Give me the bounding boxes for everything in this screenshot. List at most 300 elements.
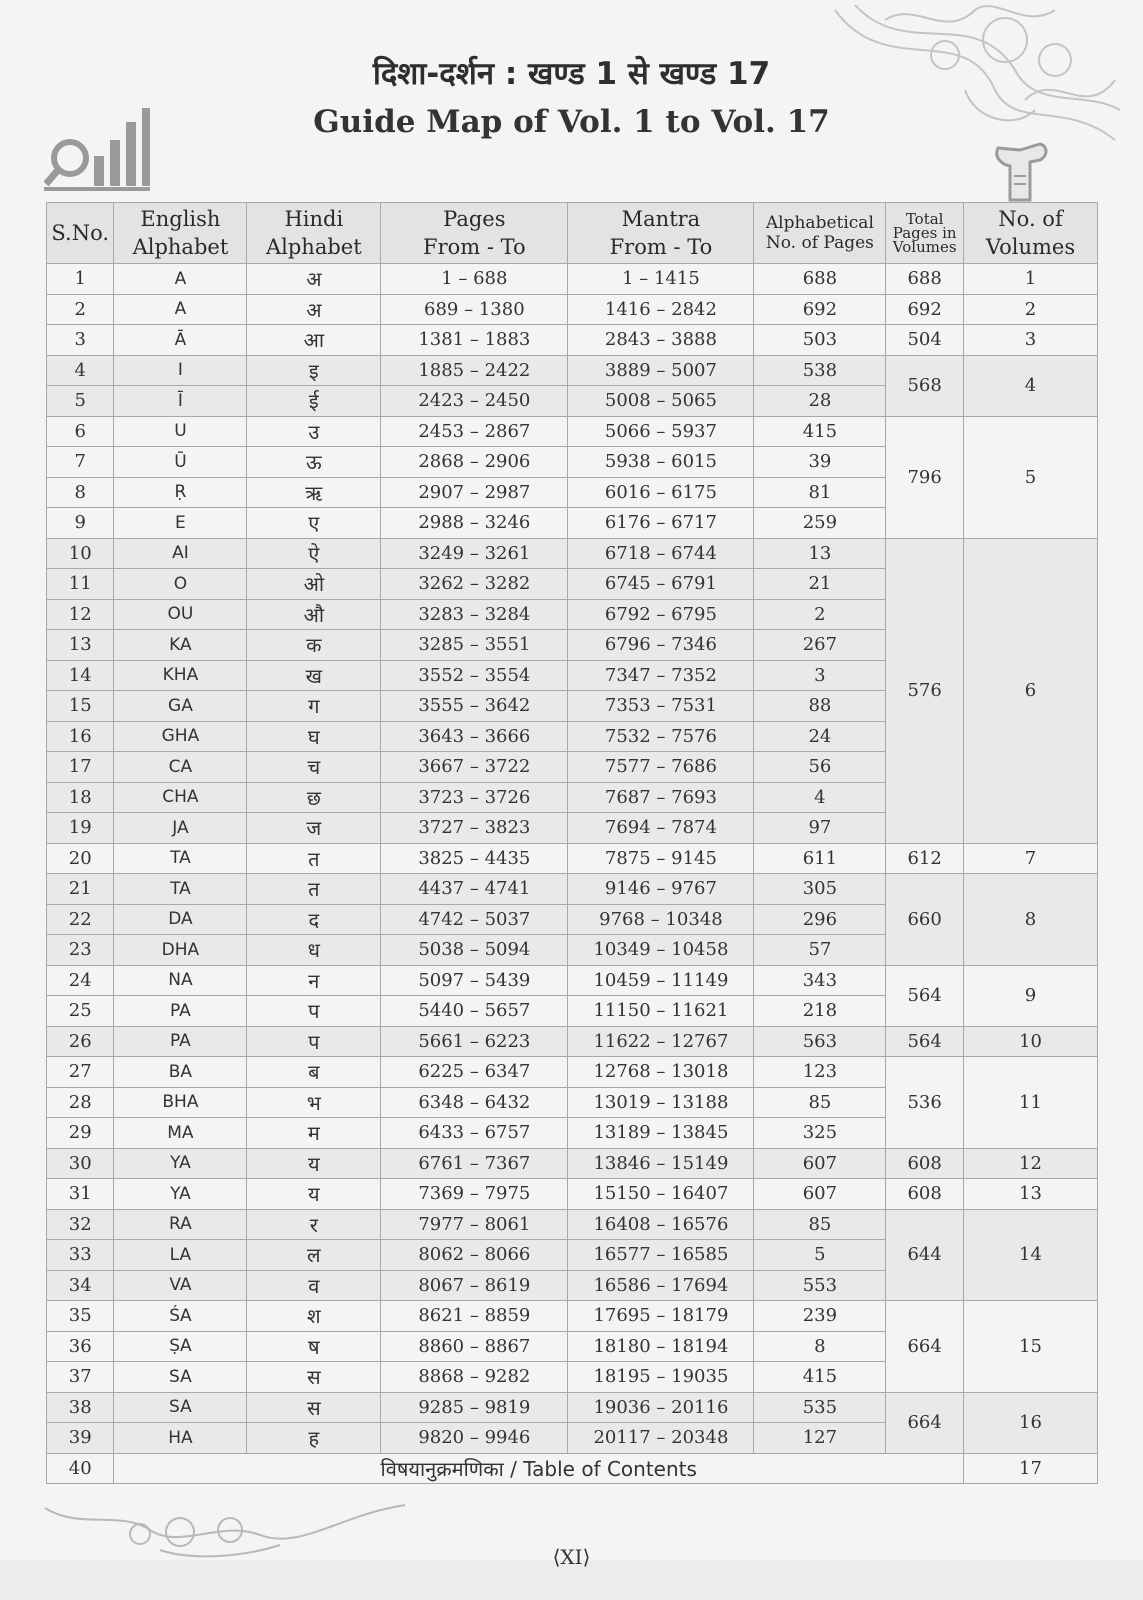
cell-sno: 37 — [47, 1362, 114, 1393]
cell-alphabetical-pages: 692 — [754, 294, 886, 325]
cell-total-pages-in-volume: 664 — [886, 1392, 964, 1453]
cell-volume-number: 8 — [964, 874, 1098, 966]
cell-hindi-alphabet: द — [247, 904, 381, 935]
header-sno: S.No. — [47, 203, 114, 264]
cell-english-alphabet: BA — [114, 1057, 247, 1088]
cell-alphabetical-pages: 127 — [754, 1423, 886, 1454]
cell-sno: 22 — [47, 904, 114, 935]
cell-alphabetical-pages: 607 — [754, 1148, 886, 1179]
cell-mantra-range: 18180 – 18194 — [568, 1331, 754, 1362]
cell-mantra-range: 17695 – 18179 — [568, 1301, 754, 1332]
cell-pages-range: 2988 – 3246 — [381, 508, 568, 539]
cell-pages-range: 3727 – 3823 — [381, 813, 568, 844]
cell-mantra-range: 6718 – 6744 — [568, 538, 754, 569]
cell-hindi-alphabet: औ — [247, 599, 381, 630]
cell-english-alphabet: DA — [114, 904, 247, 935]
cell-mantra-range: 12768 – 13018 — [568, 1057, 754, 1088]
cell-english-alphabet: CHA — [114, 782, 247, 813]
cell-sno: 6 — [47, 416, 114, 447]
cell-pages-range: 4742 – 5037 — [381, 904, 568, 935]
cell-mantra-range: 6176 – 6717 — [568, 508, 754, 539]
cell-pages-range: 3723 – 3726 — [381, 782, 568, 813]
cell-sno: 8 — [47, 477, 114, 508]
cell-sno: 9 — [47, 508, 114, 539]
cell-english-alphabet: GA — [114, 691, 247, 722]
cell-alphabetical-pages: 688 — [754, 264, 886, 295]
bar-chart-magnifier-icon — [44, 108, 150, 192]
cell-pages-range: 3285 – 3551 — [381, 630, 568, 661]
cell-total-pages-in-volume: 536 — [886, 1057, 964, 1149]
cell-alphabetical-pages: 13 — [754, 538, 886, 569]
cell-mantra-range: 19036 – 20116 — [568, 1392, 754, 1423]
cell-hindi-alphabet: ग — [247, 691, 381, 722]
cell-pages-range: 3283 – 3284 — [381, 599, 568, 630]
cell-volume-number: 15 — [964, 1301, 1098, 1393]
cell-alphabetical-pages: 218 — [754, 996, 886, 1027]
cell-sno: 16 — [47, 721, 114, 752]
table-row-toc — [47, 1453, 1098, 1484]
cell-english-alphabet: E — [114, 508, 247, 539]
cell-total-pages-in-volume: 692 — [886, 294, 964, 325]
cell-english-alphabet: U — [114, 416, 247, 447]
cell-hindi-alphabet: त — [247, 874, 381, 905]
cell-hindi-alphabet: त — [247, 843, 381, 874]
cell-hindi-alphabet: अ — [247, 294, 381, 325]
cell-volume-number: 12 — [964, 1148, 1098, 1179]
cell-total-pages-in-volume: 504 — [886, 325, 964, 356]
cell-hindi-alphabet: ऋ — [247, 477, 381, 508]
table-row — [47, 294, 1098, 325]
cell-table-of-contents: विषयानुक्रमणिका / Table of Contents — [114, 1453, 964, 1484]
cell-hindi-alphabet: म — [247, 1118, 381, 1149]
cell-hindi-alphabet: ऊ — [247, 447, 381, 478]
cell-volume-number: 6 — [964, 538, 1098, 843]
cell-alphabetical-pages: 296 — [754, 904, 886, 935]
cell-total-pages-in-volume: 608 — [886, 1179, 964, 1210]
cell-mantra-range: 7687 – 7693 — [568, 782, 754, 813]
cell-alphabetical-pages: 267 — [754, 630, 886, 661]
cell-pages-range: 689 – 1380 — [381, 294, 568, 325]
cell-alphabetical-pages: 239 — [754, 1301, 886, 1332]
cell-english-alphabet: YA — [114, 1148, 247, 1179]
cell-total-pages-in-volume: 796 — [886, 416, 964, 538]
cell-english-alphabet: Ā — [114, 325, 247, 356]
cell-total-pages-in-volume: 644 — [886, 1209, 964, 1301]
cell-sno: 2 — [47, 294, 114, 325]
cell-mantra-range: 16408 – 16576 — [568, 1209, 754, 1240]
cell-hindi-alphabet: छ — [247, 782, 381, 813]
cell-pages-range: 2907 – 2987 — [381, 477, 568, 508]
cell-total-pages-in-volume: 608 — [886, 1148, 964, 1179]
cell-alphabetical-pages: 415 — [754, 416, 886, 447]
table-header-row — [47, 203, 1098, 264]
cell-english-alphabet: LA — [114, 1240, 247, 1271]
cell-hindi-alphabet: क — [247, 630, 381, 661]
cell-hindi-alphabet: ज — [247, 813, 381, 844]
cell-hindi-alphabet: अ — [247, 264, 381, 295]
cell-english-alphabet: TA — [114, 843, 247, 874]
cell-sno: 27 — [47, 1057, 114, 1088]
cell-alphabetical-pages: 607 — [754, 1179, 886, 1210]
cell-english-alphabet: O — [114, 569, 247, 600]
cell-mantra-range: 9768 – 10348 — [568, 904, 754, 935]
cell-hindi-alphabet: ई — [247, 386, 381, 417]
cell-pages-range: 1885 – 2422 — [381, 355, 568, 386]
cell-volume-number: 2 — [964, 294, 1098, 325]
table-row — [47, 843, 1098, 874]
cell-pages-range: 9820 – 9946 — [381, 1423, 568, 1454]
cell-alphabetical-pages: 503 — [754, 325, 886, 356]
cell-pages-range: 3262 – 3282 — [381, 569, 568, 600]
cell-sno: 40 — [47, 1453, 114, 1484]
cell-alphabetical-pages: 57 — [754, 935, 886, 966]
header-total-pages: Total Pages in Volumes — [886, 203, 964, 264]
cell-english-alphabet: VA — [114, 1270, 247, 1301]
header-pages: Pages From - To — [381, 203, 568, 264]
cell-sno: 39 — [47, 1423, 114, 1454]
cell-volume-number: 7 — [964, 843, 1098, 874]
cell-pages-range: 4437 – 4741 — [381, 874, 568, 905]
cell-english-alphabet: BHA — [114, 1087, 247, 1118]
cell-hindi-alphabet: इ — [247, 355, 381, 386]
cell-alphabetical-pages: 24 — [754, 721, 886, 752]
cell-english-alphabet: AI — [114, 538, 247, 569]
cell-mantra-range: 13019 – 13188 — [568, 1087, 754, 1118]
cell-pages-range: 2423 – 2450 — [381, 386, 568, 417]
cell-alphabetical-pages: 538 — [754, 355, 886, 386]
cell-sno: 12 — [47, 599, 114, 630]
cell-english-alphabet: ṢA — [114, 1331, 247, 1362]
cell-alphabetical-pages: 85 — [754, 1087, 886, 1118]
cell-sno: 14 — [47, 660, 114, 691]
cell-alphabetical-pages: 85 — [754, 1209, 886, 1240]
cell-hindi-alphabet: ब — [247, 1057, 381, 1088]
cell-pages-range: 5038 – 5094 — [381, 935, 568, 966]
header-no-of-volumes: No. of Volumes — [964, 203, 1098, 264]
cell-mantra-range: 11150 – 11621 — [568, 996, 754, 1027]
cell-alphabetical-pages: 325 — [754, 1118, 886, 1149]
cell-pages-range: 8868 – 9282 — [381, 1362, 568, 1393]
cell-hindi-alphabet: ओ — [247, 569, 381, 600]
table-row — [47, 874, 1098, 905]
cell-mantra-range: 16577 – 16585 — [568, 1240, 754, 1271]
cell-sno: 30 — [47, 1148, 114, 1179]
cell-alphabetical-pages: 81 — [754, 477, 886, 508]
cell-alphabetical-pages: 563 — [754, 1026, 886, 1057]
cell-mantra-range: 18195 – 19035 — [568, 1362, 754, 1393]
cell-pages-range: 3555 – 3642 — [381, 691, 568, 722]
cell-volume-number: 16 — [964, 1392, 1098, 1453]
cell-pages-range: 3825 – 4435 — [381, 843, 568, 874]
cell-sno: 35 — [47, 1301, 114, 1332]
cell-pages-range: 9285 – 9819 — [381, 1392, 568, 1423]
cell-english-alphabet: OU — [114, 599, 247, 630]
cell-pages-range: 1381 – 1883 — [381, 325, 568, 356]
cell-hindi-alphabet: य — [247, 1148, 381, 1179]
cell-english-alphabet: NA — [114, 965, 247, 996]
cell-mantra-range: 2843 – 3888 — [568, 325, 754, 356]
cell-pages-range: 6348 – 6432 — [381, 1087, 568, 1118]
table-row — [47, 1209, 1098, 1240]
cell-english-alphabet: KA — [114, 630, 247, 661]
cell-mantra-range: 6016 – 6175 — [568, 477, 754, 508]
cell-hindi-alphabet: ल — [247, 1240, 381, 1271]
page-number: ⟨XI⟩ — [552, 1545, 591, 1569]
cell-mantra-range: 5938 – 6015 — [568, 447, 754, 478]
cell-pages-range: 6225 – 6347 — [381, 1057, 568, 1088]
cell-hindi-alphabet: र — [247, 1209, 381, 1240]
cell-sno: 3 — [47, 325, 114, 356]
header-english-alphabet: English Alphabet — [114, 203, 247, 264]
cell-hindi-alphabet: च — [247, 752, 381, 783]
cell-mantra-range: 7577 – 7686 — [568, 752, 754, 783]
cell-mantra-range: 7347 – 7352 — [568, 660, 754, 691]
cell-sno: 21 — [47, 874, 114, 905]
cell-mantra-range: 6745 – 6791 — [568, 569, 754, 600]
cell-total-pages-in-volume: 568 — [886, 355, 964, 416]
cell-alphabetical-pages: 535 — [754, 1392, 886, 1423]
cell-sno: 18 — [47, 782, 114, 813]
header-mantra: Mantra From - To — [568, 203, 754, 264]
cell-pages-range: 7977 – 8061 — [381, 1209, 568, 1240]
cell-mantra-range: 16586 – 17694 — [568, 1270, 754, 1301]
cell-mantra-range: 5008 – 5065 — [568, 386, 754, 417]
cell-mantra-range: 15150 – 16407 — [568, 1179, 754, 1210]
cell-english-alphabet: A — [114, 264, 247, 295]
cell-english-alphabet: MA — [114, 1118, 247, 1149]
cell-volume-number: 5 — [964, 416, 1098, 538]
cell-volume-number: 11 — [964, 1057, 1098, 1149]
cell-english-alphabet: Ī — [114, 386, 247, 417]
cell-mantra-range: 3889 – 5007 — [568, 355, 754, 386]
cell-pages-range: 8067 – 8619 — [381, 1270, 568, 1301]
cell-mantra-range: 7532 – 7576 — [568, 721, 754, 752]
cell-pages-range: 8860 – 8867 — [381, 1331, 568, 1362]
cell-pages-range: 5440 – 5657 — [381, 996, 568, 1027]
table-row — [47, 1392, 1098, 1423]
cell-english-alphabet: CA — [114, 752, 247, 783]
cell-english-alphabet: ŚA — [114, 1301, 247, 1332]
cell-english-alphabet: GHA — [114, 721, 247, 752]
cell-mantra-range: 6796 – 7346 — [568, 630, 754, 661]
cell-alphabetical-pages: 259 — [754, 508, 886, 539]
header-hindi-alphabet: Hindi Alphabet — [247, 203, 381, 264]
cell-sno: 17 — [47, 752, 114, 783]
cell-mantra-range: 11622 – 12767 — [568, 1026, 754, 1057]
cell-pages-range: 2453 – 2867 — [381, 416, 568, 447]
cell-hindi-alphabet: आ — [247, 325, 381, 356]
cell-volume-number: 4 — [964, 355, 1098, 416]
cell-sno: 24 — [47, 965, 114, 996]
cell-sno: 29 — [47, 1118, 114, 1149]
cell-hindi-alphabet: भ — [247, 1087, 381, 1118]
cell-english-alphabet: DHA — [114, 935, 247, 966]
cell-mantra-range: 1416 – 2842 — [568, 294, 754, 325]
cell-hindi-alphabet: स — [247, 1362, 381, 1393]
cell-hindi-alphabet: प — [247, 996, 381, 1027]
table-row — [47, 325, 1098, 356]
cell-volume-number: 13 — [964, 1179, 1098, 1210]
cell-alphabetical-pages: 553 — [754, 1270, 886, 1301]
cell-english-alphabet: PA — [114, 1026, 247, 1057]
cell-sno: 10 — [47, 538, 114, 569]
cell-pages-range: 3643 – 3666 — [381, 721, 568, 752]
cell-total-pages-in-volume: 564 — [886, 965, 964, 1026]
table-row — [47, 1057, 1098, 1088]
cell-mantra-range: 10459 – 11149 — [568, 965, 754, 996]
cell-pages-range: 5097 – 5439 — [381, 965, 568, 996]
cell-sno: 28 — [47, 1087, 114, 1118]
cell-mantra-range: 13846 – 15149 — [568, 1148, 754, 1179]
cell-hindi-alphabet: ख — [247, 660, 381, 691]
cell-pages-range: 8621 – 8859 — [381, 1301, 568, 1332]
cell-english-alphabet: RA — [114, 1209, 247, 1240]
guide-map-table — [46, 202, 1098, 1484]
cell-total-pages-in-volume: 688 — [886, 264, 964, 295]
cell-hindi-alphabet: व — [247, 1270, 381, 1301]
table-row — [47, 1301, 1098, 1332]
cell-english-alphabet: PA — [114, 996, 247, 1027]
cell-mantra-range: 7875 – 9145 — [568, 843, 754, 874]
cell-sno: 26 — [47, 1026, 114, 1057]
cell-alphabetical-pages: 3 — [754, 660, 886, 691]
cell-pages-range: 1 – 688 — [381, 264, 568, 295]
cell-total-pages-in-volume: 612 — [886, 843, 964, 874]
cell-english-alphabet: SA — [114, 1362, 247, 1393]
cell-english-alphabet: Ṛ — [114, 477, 247, 508]
cell-english-alphabet: KHA — [114, 660, 247, 691]
cell-pages-range: 3552 – 3554 — [381, 660, 568, 691]
cell-pages-range: 5661 – 6223 — [381, 1026, 568, 1057]
cell-volume-number: 1 — [964, 264, 1098, 295]
cell-english-alphabet: Ū — [114, 447, 247, 478]
cell-mantra-range: 7353 – 7531 — [568, 691, 754, 722]
cell-hindi-alphabet: न — [247, 965, 381, 996]
cell-alphabetical-pages: 56 — [754, 752, 886, 783]
cell-mantra-range: 7694 – 7874 — [568, 813, 754, 844]
table-row — [47, 264, 1098, 295]
cell-alphabetical-pages: 28 — [754, 386, 886, 417]
cell-alphabetical-pages: 8 — [754, 1331, 886, 1362]
cell-hindi-alphabet: घ — [247, 721, 381, 752]
cell-hindi-alphabet: ष — [247, 1331, 381, 1362]
cell-mantra-range: 13189 – 13845 — [568, 1118, 754, 1149]
cell-hindi-alphabet: ऐ — [247, 538, 381, 569]
cell-alphabetical-pages: 21 — [754, 569, 886, 600]
cell-english-alphabet: JA — [114, 813, 247, 844]
cell-total-pages-in-volume: 660 — [886, 874, 964, 966]
cell-alphabetical-pages: 97 — [754, 813, 886, 844]
cell-alphabetical-pages: 2 — [754, 599, 886, 630]
cell-hindi-alphabet: ध — [247, 935, 381, 966]
table-row — [47, 1148, 1098, 1179]
cell-alphabetical-pages: 4 — [754, 782, 886, 813]
cell-english-alphabet: TA — [114, 874, 247, 905]
cell-total-pages-in-volume: 664 — [886, 1301, 964, 1393]
cell-english-alphabet: SA — [114, 1392, 247, 1423]
cell-mantra-range: 5066 – 5937 — [568, 416, 754, 447]
cell-total-pages-in-volume: 576 — [886, 538, 964, 843]
cell-hindi-alphabet: प — [247, 1026, 381, 1057]
cell-sno: 4 — [47, 355, 114, 386]
cell-volume-number: 17 — [964, 1453, 1098, 1484]
cell-alphabetical-pages: 88 — [754, 691, 886, 722]
page-title-english: Guide Map of Vol. 1 to Vol. 17 — [313, 104, 830, 140]
cell-pages-range: 3667 – 3722 — [381, 752, 568, 783]
table-body — [47, 264, 1098, 1484]
cell-volume-number: 14 — [964, 1209, 1098, 1301]
header-alphabetical-pages: Alphabetical No. of Pages — [754, 203, 886, 264]
cell-sno: 5 — [47, 386, 114, 417]
cell-sno: 1 — [47, 264, 114, 295]
cell-sno: 31 — [47, 1179, 114, 1210]
cell-alphabetical-pages: 39 — [754, 447, 886, 478]
table-row — [47, 355, 1098, 386]
cell-pages-range: 6433 – 6757 — [381, 1118, 568, 1149]
cell-sno: 13 — [47, 630, 114, 661]
table-row — [47, 1026, 1098, 1057]
cell-sno: 38 — [47, 1392, 114, 1423]
cell-alphabetical-pages: 611 — [754, 843, 886, 874]
cell-hindi-alphabet: ह — [247, 1423, 381, 1454]
table-row — [47, 1179, 1098, 1210]
cell-sno: 20 — [47, 843, 114, 874]
cell-total-pages-in-volume: 564 — [886, 1026, 964, 1057]
cell-mantra-range: 6792 – 6795 — [568, 599, 754, 630]
cell-pages-range: 8062 – 8066 — [381, 1240, 568, 1271]
cell-alphabetical-pages: 5 — [754, 1240, 886, 1271]
cell-mantra-range: 1 – 1415 — [568, 264, 754, 295]
cell-sno: 15 — [47, 691, 114, 722]
cell-sno: 33 — [47, 1240, 114, 1271]
cell-volume-number: 10 — [964, 1026, 1098, 1057]
cell-pages-range: 3249 – 3261 — [381, 538, 568, 569]
cell-sno: 23 — [47, 935, 114, 966]
cell-sno: 32 — [47, 1209, 114, 1240]
pointing-hand-icon — [990, 136, 1050, 202]
cell-pages-range: 2868 – 2906 — [381, 447, 568, 478]
page-title-hindi: दिशा-दर्शन : खण्ड 1 से खण्ड 17 — [372, 56, 771, 92]
cell-sno: 25 — [47, 996, 114, 1027]
cell-english-alphabet: HA — [114, 1423, 247, 1454]
cell-sno: 34 — [47, 1270, 114, 1301]
cell-volume-number: 3 — [964, 325, 1098, 356]
cell-volume-number: 9 — [964, 965, 1098, 1026]
cell-sno: 11 — [47, 569, 114, 600]
cell-english-alphabet: I — [114, 355, 247, 386]
cell-pages-range: 6761 – 7367 — [381, 1148, 568, 1179]
table-row — [47, 538, 1098, 569]
cell-hindi-alphabet: य — [247, 1179, 381, 1210]
table-row — [47, 965, 1098, 996]
cell-english-alphabet: A — [114, 294, 247, 325]
cell-sno: 19 — [47, 813, 114, 844]
cell-hindi-alphabet: श — [247, 1301, 381, 1332]
cell-alphabetical-pages: 305 — [754, 874, 886, 905]
cell-alphabetical-pages: 123 — [754, 1057, 886, 1088]
cell-mantra-range: 9146 – 9767 — [568, 874, 754, 905]
cell-alphabetical-pages: 415 — [754, 1362, 886, 1393]
cell-alphabetical-pages: 343 — [754, 965, 886, 996]
cell-english-alphabet: YA — [114, 1179, 247, 1210]
cell-pages-range: 7369 – 7975 — [381, 1179, 568, 1210]
cell-sno: 36 — [47, 1331, 114, 1362]
table-row — [47, 416, 1098, 447]
cell-mantra-range: 10349 – 10458 — [568, 935, 754, 966]
cell-hindi-alphabet: स — [247, 1392, 381, 1423]
cell-hindi-alphabet: उ — [247, 416, 381, 447]
cell-hindi-alphabet: ए — [247, 508, 381, 539]
